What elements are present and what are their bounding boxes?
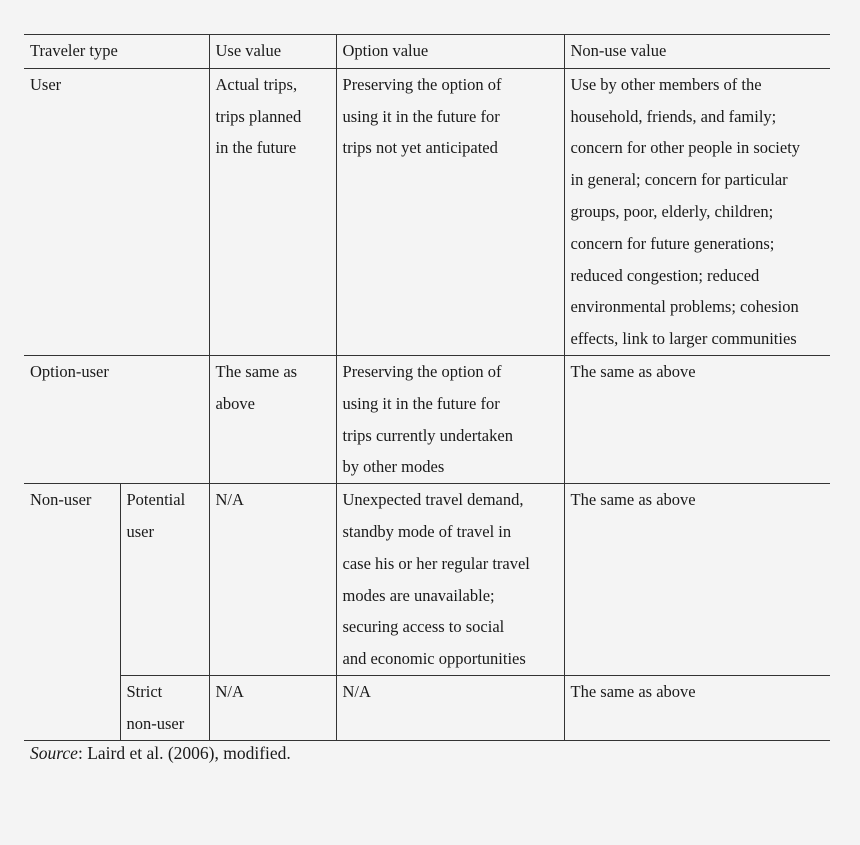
- cell-traveler-type: User: [24, 68, 209, 355]
- cell-use-value: Actual trips, trips planned in the future: [209, 68, 336, 355]
- cell-option-value: N/A: [336, 675, 564, 740]
- header-non-use-value: Non-use value: [564, 35, 830, 69]
- source-note: [24, 743, 830, 764]
- source-label: Source: [30, 742, 78, 763]
- table-row-potential-user: [24, 484, 830, 676]
- table-row-user: [24, 68, 830, 355]
- cell-non-use-value: The same as above: [564, 675, 830, 740]
- header-traveler-type: Traveler type: [24, 35, 209, 69]
- table-row-option-user: [24, 355, 830, 483]
- header-use-value: Use value: [209, 35, 336, 69]
- cell-option-value: Unexpected travel demand, standby mode of travel in case his or her regular travel modes are unavailable; securing access to social and economic opportunities: [336, 484, 564, 676]
- cell-subtype: Strict non-user: [120, 675, 209, 740]
- cell-option-value: Preserving the option of using it in the future for trips currently undertaken by other modes: [336, 355, 564, 483]
- cell-subtype: Potential user: [120, 484, 209, 676]
- cell-traveler-type: Option-user: [24, 355, 209, 483]
- cell-use-value: N/A: [209, 675, 336, 740]
- table-header-row: [24, 35, 830, 69]
- traveler-value-table: [24, 34, 830, 741]
- header-option-value: Option value: [336, 35, 564, 69]
- table-container: [24, 34, 830, 764]
- cell-traveler-type: Non-user: [24, 484, 120, 740]
- cell-use-value: The same as above: [209, 355, 336, 483]
- table-row-strict-non-user: [24, 675, 830, 740]
- cell-non-use-value: The same as above: [564, 355, 830, 483]
- cell-use-value: N/A: [209, 484, 336, 676]
- cell-non-use-value: The same as above: [564, 484, 830, 676]
- cell-option-value: Preserving the option of using it in the future for trips not yet anticipated: [336, 68, 564, 355]
- source-text: : Laird et al. (2006), modified.: [77, 742, 291, 763]
- cell-non-use-value: Use by other members of the household, friends, and family; concern for other people in society in general; concern for particular groups, poor, elderly, children; concern for future generations; reduced congestion; reduced environmental problems; cohesion effects, link to larger communities: [564, 68, 830, 355]
